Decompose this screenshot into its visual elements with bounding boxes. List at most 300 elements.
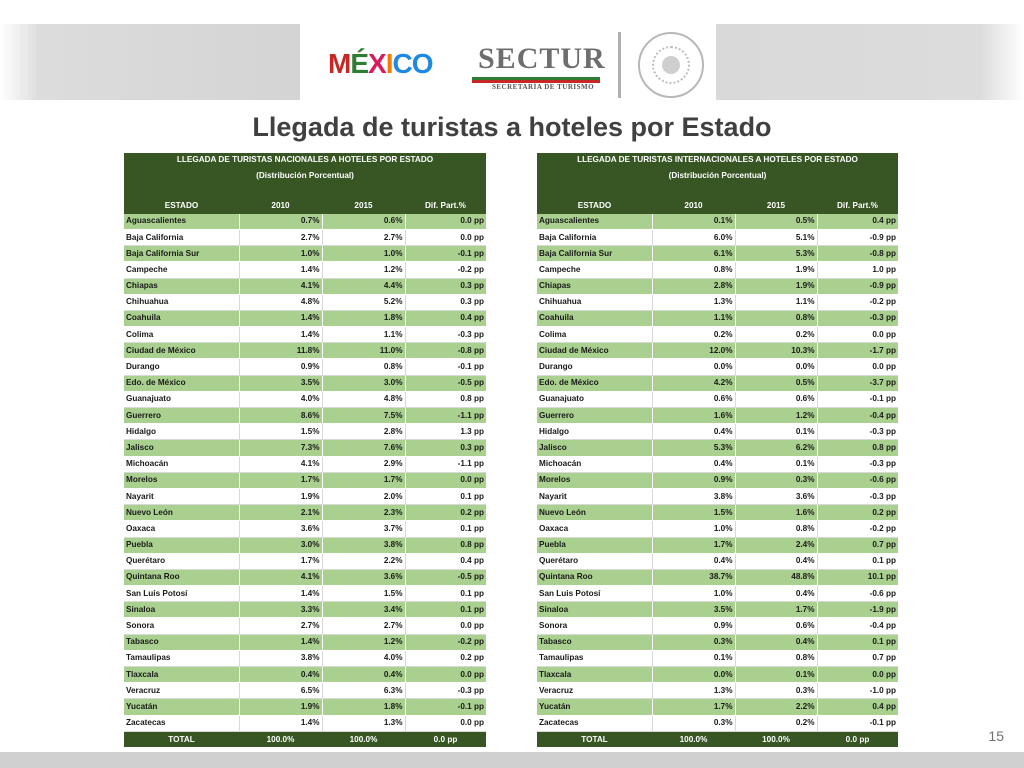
value-cell: 1.6%: [735, 505, 817, 521]
state-name-cell: Veracruz: [537, 683, 652, 699]
logo-strip: [300, 24, 716, 102]
table-row: [124, 391, 486, 407]
table-row: [537, 683, 898, 699]
value-cell: 0.4%: [735, 634, 817, 650]
diff-cell: -0.4 pp: [817, 408, 898, 424]
diff-cell: 10.1 pp: [817, 569, 898, 585]
diff-cell: 0.0 pp: [405, 214, 486, 230]
diff-cell: 0.0 pp: [817, 667, 898, 683]
diff-cell: -0.3 pp: [817, 310, 898, 326]
value-cell: 3.8%: [239, 650, 322, 666]
table-row: [537, 602, 898, 618]
state-name-cell: Campeche: [537, 262, 652, 278]
value-cell: 0.1%: [652, 650, 735, 666]
mexico-logo-letter: X: [368, 48, 386, 79]
value-cell: 3.0%: [239, 537, 322, 553]
value-cell: 6.5%: [239, 683, 322, 699]
value-cell: 3.7%: [322, 521, 405, 537]
state-name-cell: Zacatecas: [537, 715, 652, 731]
diff-cell: 0.8 pp: [817, 440, 898, 456]
diff-cell: 0.0 pp: [817, 359, 898, 375]
state-name-cell: Guerrero: [124, 408, 239, 424]
diff-cell: 0.4 pp: [405, 553, 486, 569]
value-cell: 0.5%: [735, 214, 817, 230]
table-row: [537, 521, 898, 537]
value-cell: 2.1%: [239, 505, 322, 521]
table-row: [537, 262, 898, 278]
table-row: [124, 683, 486, 699]
value-cell: 1.8%: [322, 310, 405, 326]
table-row: [537, 553, 898, 569]
value-cell: 0.9%: [239, 359, 322, 375]
table-row: [537, 359, 898, 375]
diff-cell: -0.1 pp: [817, 391, 898, 407]
state-name-cell: Coahuila: [537, 310, 652, 326]
coat-of-arms-icon: [638, 32, 704, 98]
value-cell: 0.4%: [652, 553, 735, 569]
table-row: [537, 634, 898, 650]
value-cell: 1.4%: [239, 327, 322, 343]
value-cell: 0.1%: [652, 214, 735, 230]
total-cell: 100.0%: [239, 731, 322, 747]
value-cell: 2.8%: [652, 278, 735, 294]
table-row: [537, 505, 898, 521]
state-name-cell: Nayarit: [537, 488, 652, 504]
table-row: [537, 214, 898, 230]
value-cell: 4.8%: [322, 391, 405, 407]
value-cell: 1.4%: [239, 262, 322, 278]
state-name-cell: Ciudad de México: [124, 343, 239, 359]
diff-cell: 1.0 pp: [817, 262, 898, 278]
value-cell: 0.4%: [652, 424, 735, 440]
value-cell: 4.1%: [239, 456, 322, 472]
diff-cell: -0.2 pp: [817, 521, 898, 537]
value-cell: 2.8%: [322, 424, 405, 440]
value-cell: 12.0%: [652, 343, 735, 359]
total-cell: 0.0 pp: [405, 731, 486, 747]
total-row: [124, 731, 486, 747]
diff-cell: -0.3 pp: [405, 683, 486, 699]
state-name-cell: Nayarit: [124, 488, 239, 504]
diff-cell: -0.3 pp: [817, 488, 898, 504]
diff-cell: 0.1 pp: [405, 488, 486, 504]
value-cell: 1.5%: [239, 424, 322, 440]
value-cell: 0.2%: [652, 327, 735, 343]
diff-cell: 0.7 pp: [817, 650, 898, 666]
value-cell: 2.7%: [239, 229, 322, 245]
diff-cell: 0.2 pp: [817, 505, 898, 521]
table-row: [124, 262, 486, 278]
diff-cell: -1.9 pp: [817, 602, 898, 618]
value-cell: 6.3%: [322, 683, 405, 699]
state-name-cell: Colima: [537, 327, 652, 343]
diff-cell: -0.5 pp: [405, 375, 486, 391]
state-name-cell: Aguascalientes: [537, 214, 652, 230]
diff-cell: 0.4 pp: [817, 214, 898, 230]
state-name-cell: Oaxaca: [537, 521, 652, 537]
state-name-cell: Querétaro: [124, 553, 239, 569]
value-cell: 5.1%: [735, 229, 817, 245]
value-cell: 2.9%: [322, 456, 405, 472]
table-title: LLEGADA DE TURISTAS INTERNACIONALES A HOTELES POR ESTADO: [537, 153, 898, 168]
diff-cell: -0.2 pp: [405, 634, 486, 650]
value-cell: 0.6%: [735, 391, 817, 407]
value-cell: 2.4%: [735, 537, 817, 553]
table-row: [537, 699, 898, 715]
table-row: [537, 294, 898, 310]
diff-cell: -0.1 pp: [817, 715, 898, 731]
table-row: [537, 618, 898, 634]
state-name-cell: Puebla: [537, 537, 652, 553]
value-cell: 1.5%: [322, 586, 405, 602]
table-subtitle: (Distribución Porcentual): [537, 168, 898, 183]
state-name-cell: Veracruz: [124, 683, 239, 699]
diff-cell: -0.2 pp: [817, 294, 898, 310]
state-name-cell: Guanajuato: [537, 391, 652, 407]
value-cell: 1.7%: [735, 602, 817, 618]
value-cell: 5.3%: [652, 440, 735, 456]
value-cell: 1.7%: [322, 472, 405, 488]
state-name-cell: Guerrero: [537, 408, 652, 424]
state-name-cell: Puebla: [124, 537, 239, 553]
page-number: 15: [988, 728, 1004, 744]
diff-cell: -0.5 pp: [405, 569, 486, 585]
mexico-logo: [328, 48, 433, 80]
total-cell: 0.0 pp: [817, 731, 898, 747]
diff-cell: 0.1 pp: [817, 634, 898, 650]
state-name-cell: Tlaxcala: [124, 667, 239, 683]
state-name-cell: Jalisco: [124, 440, 239, 456]
total-cell: TOTAL: [124, 731, 239, 747]
page-title: Llegada de turistas a hoteles por Estado: [252, 112, 772, 142]
diff-cell: -0.3 pp: [817, 456, 898, 472]
value-cell: 6.0%: [652, 229, 735, 245]
table-row: [124, 343, 486, 359]
value-cell: 3.3%: [239, 602, 322, 618]
value-cell: 3.6%: [239, 521, 322, 537]
state-name-cell: Yucatán: [124, 699, 239, 715]
column-header: ESTADO: [124, 199, 239, 214]
column-header: 2015: [322, 199, 405, 214]
diff-cell: -0.8 pp: [405, 343, 486, 359]
table-row: [537, 278, 898, 294]
state-name-cell: Campeche: [124, 262, 239, 278]
table-row: [124, 424, 486, 440]
table-row: [124, 602, 486, 618]
value-cell: 48.8%: [735, 569, 817, 585]
diff-cell: 1.3 pp: [405, 424, 486, 440]
value-cell: 0.8%: [652, 262, 735, 278]
value-cell: 0.8%: [322, 359, 405, 375]
value-cell: 4.0%: [239, 391, 322, 407]
value-cell: 1.6%: [652, 408, 735, 424]
table-row: [124, 229, 486, 245]
diff-cell: 0.0 pp: [405, 667, 486, 683]
state-name-cell: Sinaloa: [124, 602, 239, 618]
diff-cell: 0.0 pp: [817, 327, 898, 343]
state-name-cell: Sonora: [537, 618, 652, 634]
value-cell: 3.6%: [322, 569, 405, 585]
table-row: [124, 586, 486, 602]
diff-cell: -1.1 pp: [405, 408, 486, 424]
value-cell: 1.7%: [652, 699, 735, 715]
value-cell: 0.1%: [735, 424, 817, 440]
diff-cell: 0.1 pp: [405, 521, 486, 537]
value-cell: 1.5%: [652, 505, 735, 521]
state-name-cell: Baja California: [537, 229, 652, 245]
value-cell: 0.4%: [239, 667, 322, 683]
diff-cell: -0.1 pp: [405, 699, 486, 715]
table-row: [124, 327, 486, 343]
total-cell: TOTAL: [537, 731, 652, 747]
table-row: [537, 310, 898, 326]
value-cell: 3.4%: [322, 602, 405, 618]
state-name-cell: Oaxaca: [124, 521, 239, 537]
state-name-cell: Edo. de México: [124, 375, 239, 391]
value-cell: 0.6%: [735, 618, 817, 634]
diff-cell: 0.2 pp: [405, 505, 486, 521]
state-name-cell: Nuevo León: [537, 505, 652, 521]
value-cell: 0.7%: [239, 214, 322, 230]
value-cell: 1.4%: [239, 715, 322, 731]
state-name-cell: Chihuahua: [537, 294, 652, 310]
value-cell: 0.4%: [652, 456, 735, 472]
diff-cell: 0.3 pp: [405, 294, 486, 310]
table-row: [537, 456, 898, 472]
value-cell: 0.6%: [322, 214, 405, 230]
value-cell: 0.8%: [735, 310, 817, 326]
state-name-cell: Baja California Sur: [537, 246, 652, 262]
value-cell: 0.0%: [652, 667, 735, 683]
state-name-cell: Quintana Roo: [124, 569, 239, 585]
value-cell: 1.4%: [239, 586, 322, 602]
value-cell: 7.6%: [322, 440, 405, 456]
value-cell: 3.8%: [322, 537, 405, 553]
diff-cell: 0.8 pp: [405, 537, 486, 553]
state-name-cell: Colima: [124, 327, 239, 343]
table-national-arrivals: [124, 153, 486, 747]
table-row: [537, 391, 898, 407]
table-row: [124, 505, 486, 521]
state-name-cell: Sinaloa: [537, 602, 652, 618]
table-row: [124, 472, 486, 488]
value-cell: 3.6%: [735, 488, 817, 504]
state-name-cell: Chihuahua: [124, 294, 239, 310]
seal-emblem: [662, 56, 680, 74]
diff-cell: -0.1 pp: [405, 246, 486, 262]
value-cell: 4.1%: [239, 569, 322, 585]
column-header: 2010: [239, 199, 322, 214]
state-name-cell: Chiapas: [124, 278, 239, 294]
state-name-cell: Tabasco: [124, 634, 239, 650]
value-cell: 0.4%: [322, 667, 405, 683]
value-cell: 5.2%: [322, 294, 405, 310]
table-title: LLEGADA DE TURISTAS NACIONALES A HOTELES POR ESTADO: [124, 153, 486, 168]
diff-cell: 0.7 pp: [817, 537, 898, 553]
state-name-cell: Tamaulipas: [537, 650, 652, 666]
diff-cell: -0.3 pp: [817, 424, 898, 440]
value-cell: 2.7%: [322, 229, 405, 245]
value-cell: 0.2%: [735, 715, 817, 731]
state-name-cell: Tlaxcala: [537, 667, 652, 683]
value-cell: 1.0%: [652, 586, 735, 602]
state-name-cell: Tabasco: [537, 634, 652, 650]
header-spacer: [124, 183, 486, 198]
value-cell: 2.0%: [322, 488, 405, 504]
table-row: [124, 650, 486, 666]
value-cell: 7.5%: [322, 408, 405, 424]
value-cell: 3.8%: [652, 488, 735, 504]
value-cell: 1.4%: [239, 634, 322, 650]
value-cell: 2.3%: [322, 505, 405, 521]
state-name-cell: Michoacán: [537, 456, 652, 472]
table-row: [124, 294, 486, 310]
value-cell: 1.0%: [322, 246, 405, 262]
diff-cell: -1.0 pp: [817, 683, 898, 699]
diff-cell: 0.1 pp: [405, 586, 486, 602]
value-cell: 4.2%: [652, 375, 735, 391]
value-cell: 3.5%: [239, 375, 322, 391]
table-row: [537, 246, 898, 262]
table-row: [124, 569, 486, 585]
diff-cell: -0.4 pp: [817, 618, 898, 634]
state-name-cell: Sonora: [124, 618, 239, 634]
column-header: Dif. Part.%: [817, 199, 898, 214]
table-row: [537, 375, 898, 391]
logo-divider: [618, 32, 621, 98]
total-cell: 100.0%: [322, 731, 405, 747]
value-cell: 6.1%: [652, 246, 735, 262]
table-subtitle: (Distribución Porcentual): [124, 168, 486, 183]
value-cell: 1.0%: [652, 521, 735, 537]
table-row: [124, 359, 486, 375]
state-name-cell: Aguascalientes: [124, 214, 239, 230]
state-name-cell: Hidalgo: [124, 424, 239, 440]
value-cell: 3.5%: [652, 602, 735, 618]
table-row: [124, 214, 486, 230]
diff-cell: 0.1 pp: [817, 553, 898, 569]
diff-cell: -0.2 pp: [405, 262, 486, 278]
value-cell: 0.0%: [652, 359, 735, 375]
value-cell: 1.2%: [322, 262, 405, 278]
value-cell: 2.7%: [322, 618, 405, 634]
table-row: [124, 278, 486, 294]
header-spacer: [537, 183, 898, 198]
diff-cell: 0.3 pp: [405, 278, 486, 294]
mexico-logo-letter: O: [411, 48, 433, 79]
diff-cell: -0.9 pp: [817, 278, 898, 294]
value-cell: 1.3%: [322, 715, 405, 731]
value-cell: 0.9%: [652, 472, 735, 488]
value-cell: 1.1%: [652, 310, 735, 326]
mexico-logo-letter: É: [350, 48, 369, 79]
state-name-cell: Ciudad de México: [537, 343, 652, 359]
diff-cell: -0.9 pp: [817, 229, 898, 245]
seal-ring: [652, 46, 690, 84]
diff-cell: 0.4 pp: [405, 310, 486, 326]
value-cell: 0.3%: [652, 634, 735, 650]
value-cell: 1.2%: [735, 408, 817, 424]
table-row: [537, 424, 898, 440]
value-cell: 1.9%: [239, 699, 322, 715]
table-row: [537, 488, 898, 504]
value-cell: 38.7%: [652, 569, 735, 585]
value-cell: 0.1%: [735, 456, 817, 472]
value-cell: 0.0%: [735, 359, 817, 375]
table-row: [124, 488, 486, 504]
table-row: [124, 246, 486, 262]
table-row: [537, 715, 898, 731]
value-cell: 1.9%: [735, 278, 817, 294]
column-header: ESTADO: [537, 199, 652, 214]
value-cell: 4.1%: [239, 278, 322, 294]
value-cell: 1.3%: [652, 683, 735, 699]
state-name-cell: Michoacán: [124, 456, 239, 472]
table-row: [537, 343, 898, 359]
value-cell: 0.4%: [735, 586, 817, 602]
table-row: [537, 537, 898, 553]
value-cell: 0.4%: [735, 553, 817, 569]
table-row: [124, 456, 486, 472]
value-cell: 7.3%: [239, 440, 322, 456]
diff-cell: 0.8 pp: [405, 391, 486, 407]
state-name-cell: Yucatán: [537, 699, 652, 715]
table-row: [124, 715, 486, 731]
value-cell: 0.5%: [735, 375, 817, 391]
table-row: [537, 569, 898, 585]
table-row: [124, 618, 486, 634]
table-row: [537, 667, 898, 683]
table-row: [124, 521, 486, 537]
diff-cell: -3.7 pp: [817, 375, 898, 391]
value-cell: 1.7%: [652, 537, 735, 553]
value-cell: 4.4%: [322, 278, 405, 294]
total-cell: 100.0%: [735, 731, 817, 747]
state-name-cell: Zacatecas: [124, 715, 239, 731]
value-cell: 1.4%: [239, 310, 322, 326]
value-cell: 0.3%: [652, 715, 735, 731]
value-cell: 1.1%: [735, 294, 817, 310]
table-row: [124, 537, 486, 553]
value-cell: 2.2%: [735, 699, 817, 715]
table-row: [537, 440, 898, 456]
state-name-cell: Morelos: [537, 472, 652, 488]
value-cell: 2.2%: [322, 553, 405, 569]
value-cell: 2.7%: [239, 618, 322, 634]
value-cell: 1.9%: [735, 262, 817, 278]
table-row: [537, 650, 898, 666]
mexico-logo-letter: M: [328, 48, 351, 79]
state-name-cell: Baja California Sur: [124, 246, 239, 262]
diff-cell: 0.0 pp: [405, 229, 486, 245]
value-cell: 1.0%: [239, 246, 322, 262]
table-row: [537, 229, 898, 245]
value-cell: 0.8%: [735, 521, 817, 537]
table-row: [537, 408, 898, 424]
value-cell: 0.1%: [735, 667, 817, 683]
sectur-logo-subtitle: SECRETARÍA DE TURISMO: [492, 83, 595, 91]
state-name-cell: Nuevo León: [124, 505, 239, 521]
value-cell: 0.8%: [735, 650, 817, 666]
sectur-logo-title: SECTUR: [478, 42, 606, 75]
total-row: [537, 731, 898, 747]
value-cell: 0.3%: [735, 472, 817, 488]
value-cell: 11.8%: [239, 343, 322, 359]
table-row: [124, 634, 486, 650]
value-cell: 1.7%: [239, 553, 322, 569]
diff-cell: -1.1 pp: [405, 456, 486, 472]
table-international-arrivals: [537, 153, 898, 747]
